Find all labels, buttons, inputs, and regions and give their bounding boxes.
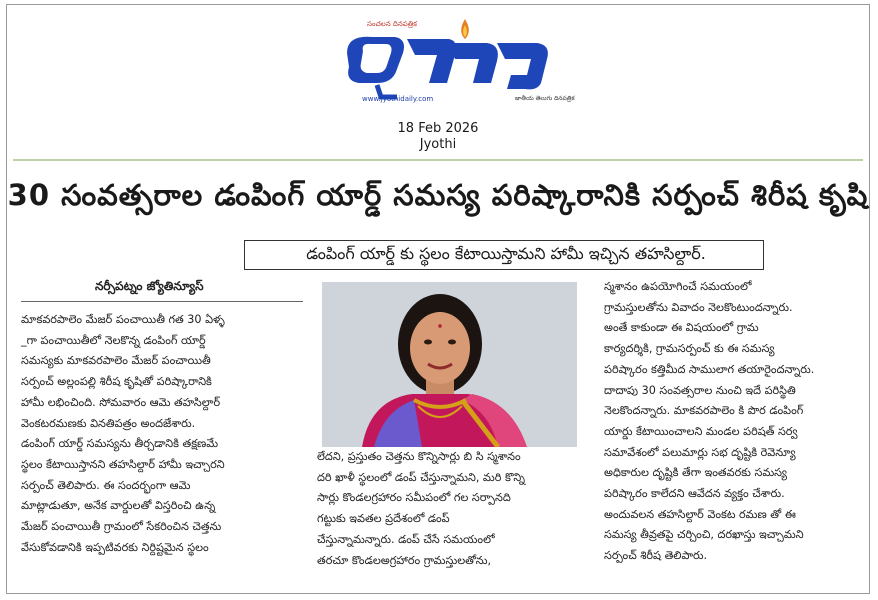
text-line: తరచూ కొండలఅగ్రహారం గ్రామస్తులతోను, [317, 553, 492, 567]
text-line: సమస్య తీవ్రతపై చర్చించి, దరఖాస్తు ఇచ్చామని [604, 528, 804, 542]
text-line: డంపింగ్ యార్డ్ సమస్యను తీర్చడానికి తక్షణమే [21, 437, 219, 451]
sarpanch-photo [322, 282, 577, 447]
text-line: యార్డు కేటాయించాలని మండల పరిషత్ సర్వ [604, 424, 798, 438]
website-url: www.jyothidaily.com [362, 95, 434, 103]
text-line: _గా పంచాయితీలో నెలకొన్న డంపింగ్ యార్డ్ [21, 333, 206, 347]
subheadline: డంపింగ్ యార్డ్ కు స్థలం కేటాయిస్తామని హామీ ఇచ్చిన తహసిల్దార్. [306, 244, 706, 263]
logo-tagline: సంచలన దినపత్రిక [367, 20, 417, 28]
text-line: పరిష్కారం కాలేదని ఆవేదన వ్యక్తం చేశారు. [604, 487, 785, 501]
text-line: అందువలన తహసిల్దార్ వెంకట రమణ తో ఈ [604, 507, 796, 521]
text-line: గ్రామస్తులతోను వివాదం నెలకొంటుందన్నారు. [604, 300, 793, 314]
text-line: కార్యదర్శికి, గ్రామసర్పంచ్ కు ఈ సమస్య [604, 342, 775, 356]
text-line: సమావేశంలో పలుమార్లు సభ దృష్టికి రెవెన్యూ [604, 445, 796, 459]
text-line: వెంకటరమణకు వినతిపత్రం అందజేశారు. [21, 416, 196, 430]
text-line: సర్పంచ్ తెలిపారు. ఈ సందర్భంగా ఆమె [21, 478, 191, 492]
portrait-illustration [322, 282, 577, 447]
text-line: సమస్యకు మాకవరపాలెం మేజర్ పంచాయితీ [21, 354, 211, 368]
text-line: హామీ లభించింది. సోమవారం ఆమె తహసిల్దార్ [21, 395, 221, 409]
text-line: దరి ఖాళీ స్థలంలో డంప్ చేస్తున్నామని, మరి కొన్ని [317, 470, 525, 484]
byline-rule [21, 301, 303, 302]
text-line: సార్లు కొండలగ్రహారం సమీపంలో గల సర్పానది [317, 491, 511, 505]
text-line: సర్పంచ్ శిరీష తెలిపారు. [604, 549, 708, 563]
text-line: సర్పంచ్ అల్లంపల్లి శిరీష కృషితో పరిష్కారానికి [21, 375, 212, 389]
text-line: గట్టుకు ఇవతల ప్రదేశంలో డంప్ [317, 512, 450, 526]
text-line: దాదాపు 30 సంవత్సరాల నుంచి ఇదే పరిస్థితి [604, 383, 796, 397]
byline: నర్సీపట్నం జ్యోతిన్యూస్ [95, 279, 204, 293]
text-line: వేసుకోవడానికి ఇప్పటివరకు నిర్దిష్టమైన స్థలం [21, 540, 209, 554]
newspaper-clipping [6, 4, 870, 594]
text-line: చేస్తున్నామన్నారు. డంప్ చేసే సమయంలో [317, 532, 495, 546]
text-line: నెలకొందన్నారు. మాకవరపాలెం కి పొర డంపింగ్ [604, 404, 804, 418]
text-line: స్మశానం ఉపయోగించే సమయంలో [604, 280, 752, 293]
text-line: మాట్లాడుతూ, అనేక వార్డులతో విస్తరించి ఉన్న [21, 499, 216, 513]
publication-date: 18 Feb 2026 [397, 121, 479, 136]
headline: 30 సంవత్సరాల డంపింగ్ యార్డ్ సమస్య పరిష్కారానికి సర్పంచ్ శిరీష కృషి [7, 178, 869, 212]
text-line: అంతే కాకుండా ఈ విషయంలో గ్రామ [604, 321, 759, 335]
masthead [7, 5, 869, 165]
text-line: అధికారుల దృష్టికి తేగా ఇంతవరకు సమస్య [604, 466, 788, 480]
article-column-2 [317, 447, 591, 571]
article-column-1 [21, 310, 303, 558]
text-line: స్థలం కేటాయిస్తానని తహసిల్దార్ హామీ ఇచ్చారని [21, 457, 225, 471]
logo-right-tagline: జాతీయ తెలుగు దినపత్రిక [515, 95, 575, 102]
text-line: మాకవరపాలెం మేజర్ పంచాయితీ గత 30 ఏళ్ళ [21, 313, 225, 326]
paper-name: Jyothi [419, 137, 457, 152]
article-column-3 [604, 277, 866, 567]
text-line: లేదని, ప్రస్తుతం చెత్తను కొన్నిసార్లు బి సి స్మశానం [317, 450, 521, 463]
text-line: మేజర్ పంచాయితీ గ్రామంలో సేకరించిన చెత్తను [21, 520, 222, 534]
divider-rule [13, 159, 863, 161]
text-line: పరిష్కారం కత్తిమీద సాములాగ తయారైందన్నారు. [604, 362, 815, 376]
